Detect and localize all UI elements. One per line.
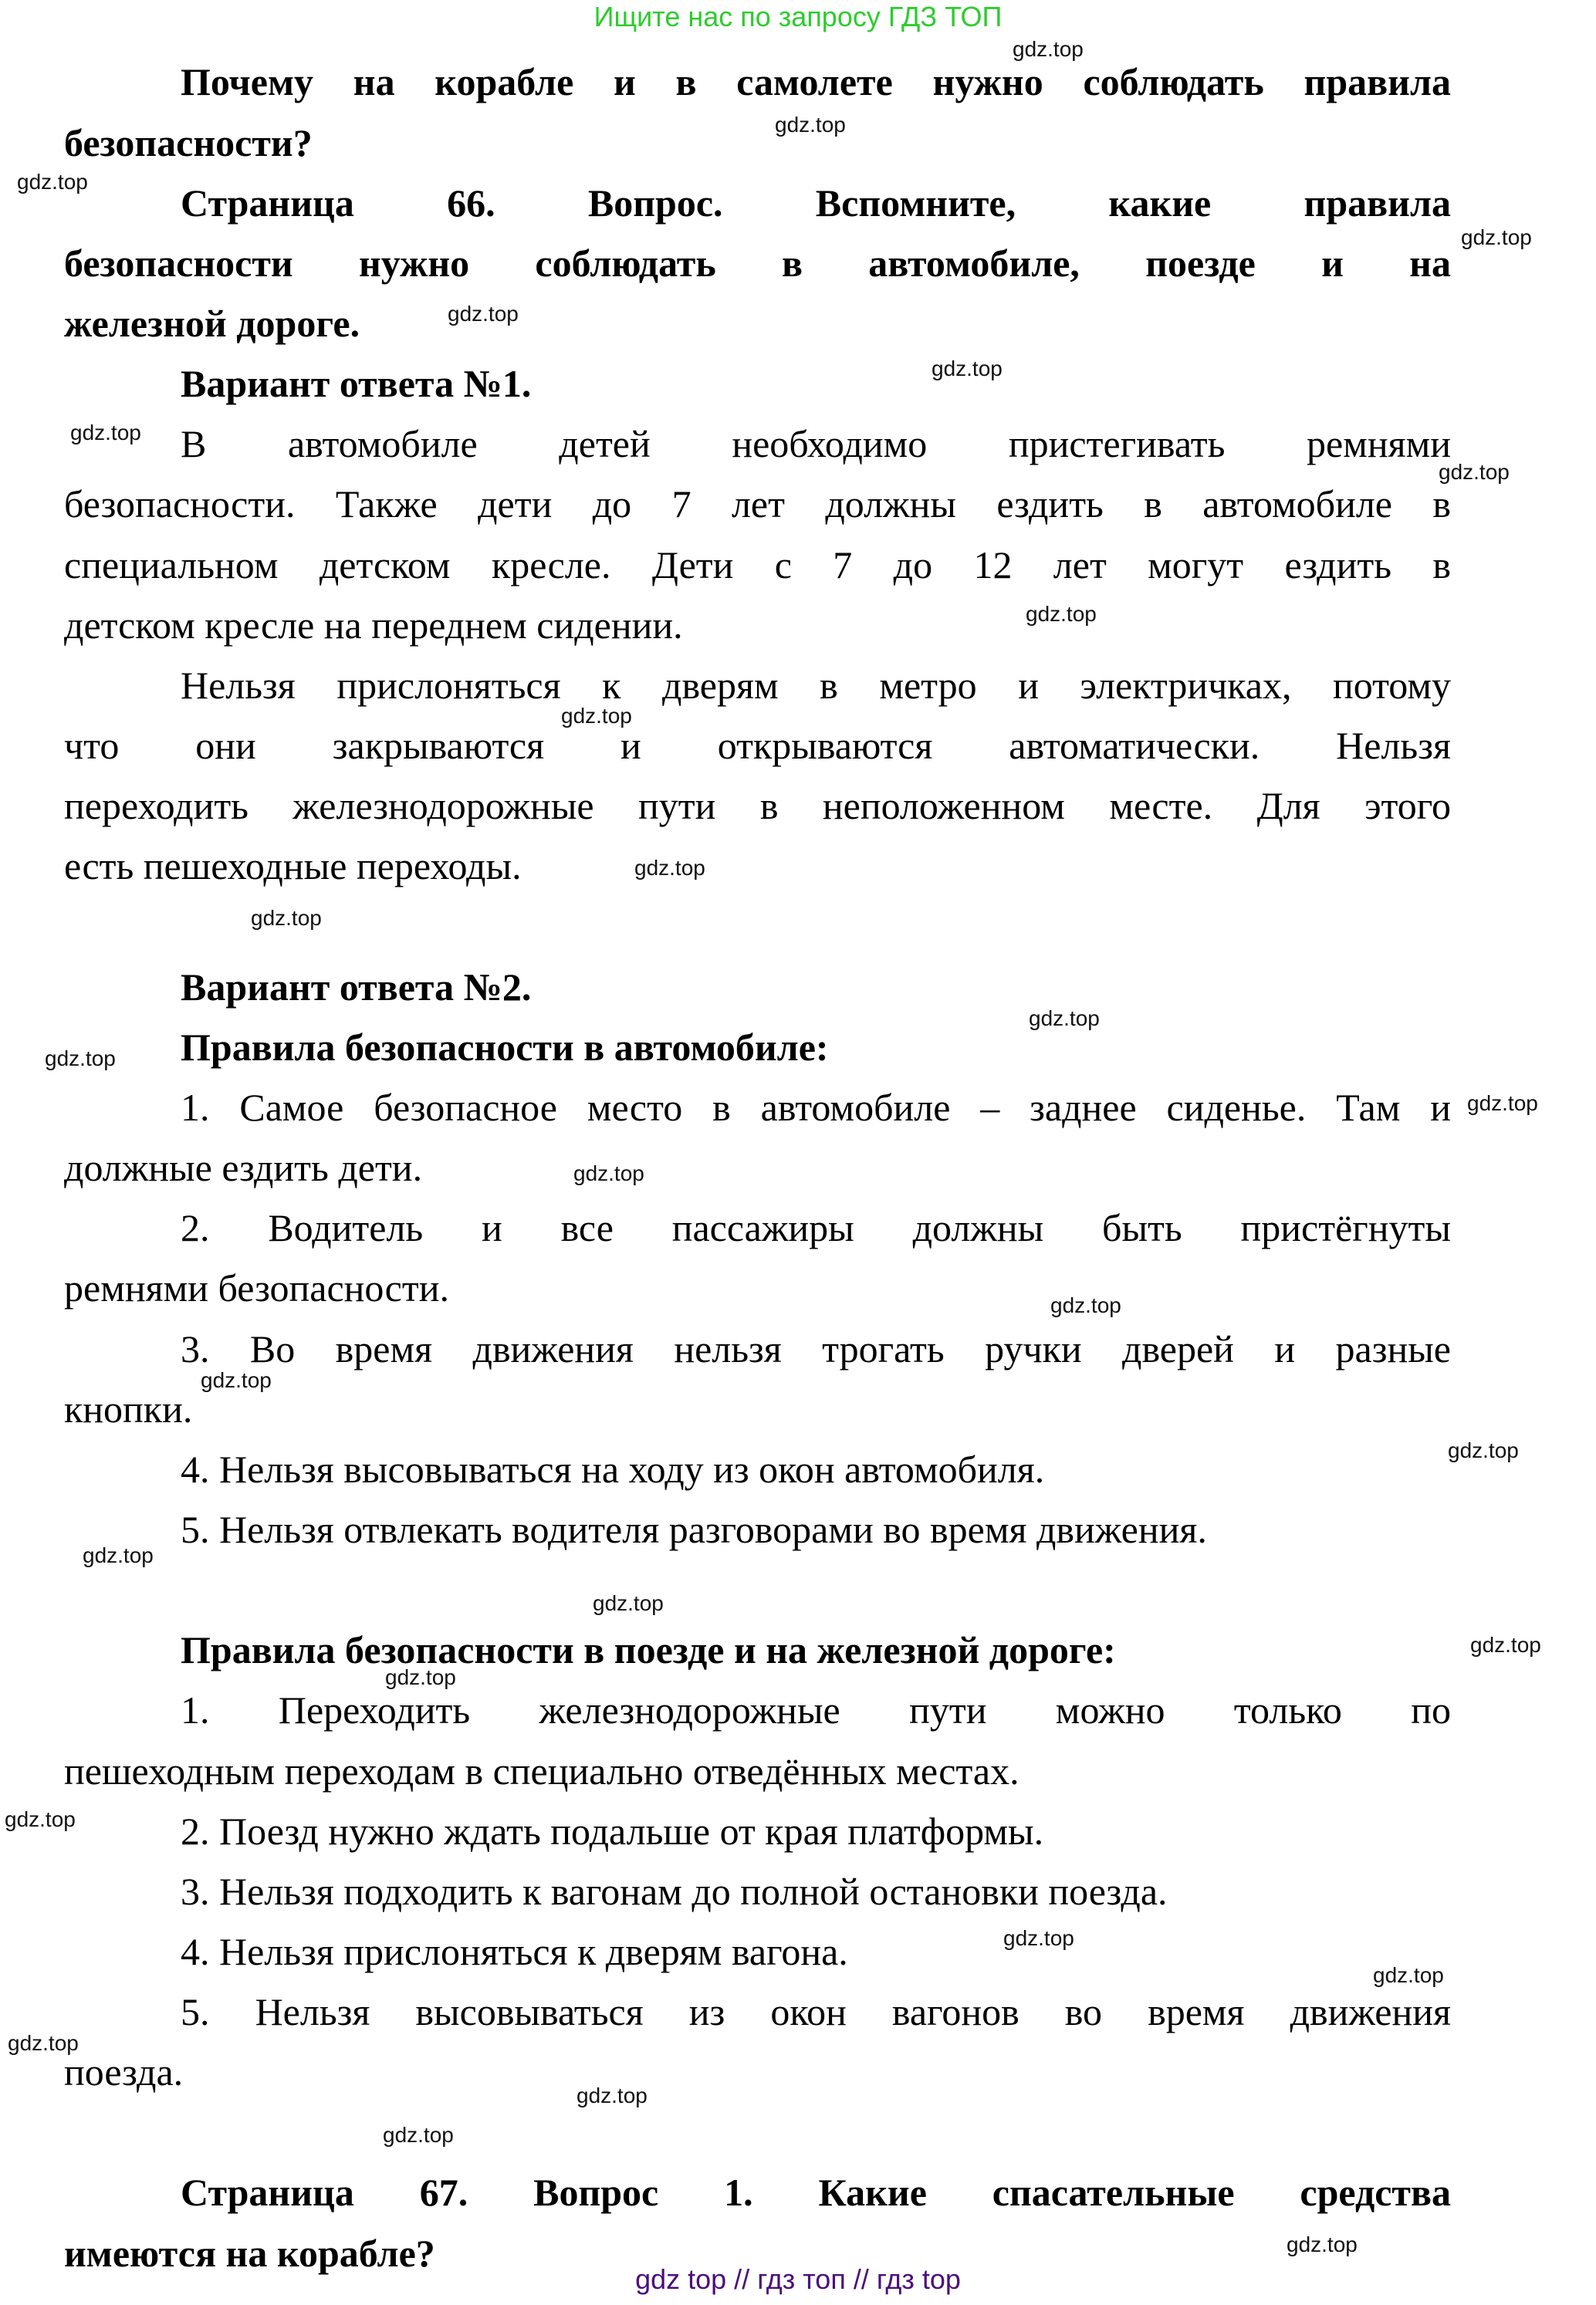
heading-line: Почему на корабле и в самолете нужно соблюдать правила bbox=[181, 60, 1451, 103]
text-line: детском кресле на переднем сидении. bbox=[64, 603, 683, 647]
heading-line: Вариант ответа №2. bbox=[181, 965, 532, 1009]
watermark: gdz.top bbox=[1448, 1438, 1519, 1462]
text-line: должные ездить дети. bbox=[64, 1146, 423, 1189]
text-line: 5. Нельзя отвлекать водителя разговорами во время движения. bbox=[181, 1508, 1207, 1551]
text-line: ремнями безопасности. bbox=[64, 1266, 449, 1310]
heading-line: Страница 67. Вопрос 1. Какие спасательные средства bbox=[181, 2171, 1451, 2214]
watermark: gdz.top bbox=[561, 704, 632, 728]
text-line: пешеходным переходам в специально отведённых местах. bbox=[64, 1749, 1019, 1793]
heading-line: Вариант ответа №1. bbox=[181, 362, 532, 405]
watermark: gdz.top bbox=[45, 1046, 116, 1070]
watermark: gdz.top bbox=[83, 1543, 154, 1567]
watermark: gdz.top bbox=[577, 2084, 648, 2107]
text-line: 2. Водитель и все пассажиры должны быть пристёгнуты bbox=[181, 1206, 1451, 1249]
watermark: gdz.top bbox=[775, 113, 846, 137]
text-line: 5. Нельзя высовываться из окон вагонов во время движения bbox=[181, 1990, 1451, 2033]
heading-line: Страница 66. Вопрос. Вспомните, какие правила bbox=[181, 181, 1451, 225]
text-line: переходить железнодорожные пути в неположенном месте. Для этого bbox=[64, 784, 1451, 827]
watermark: gdz.top bbox=[201, 1368, 272, 1392]
watermark: gdz.top bbox=[385, 1665, 456, 1689]
heading-line: безопасности? bbox=[64, 121, 313, 164]
watermark: gdz.top bbox=[1026, 602, 1097, 626]
watermark: gdz.top bbox=[8, 2031, 79, 2055]
heading-line: Правила безопасности в автомобиле: bbox=[181, 1026, 829, 1069]
text-line: поезда. bbox=[64, 2050, 184, 2094]
watermark: gdz.top bbox=[17, 170, 88, 194]
text-line: 1. Самое безопасное место в автомобиле – заднее сиденье. Там и bbox=[181, 1086, 1451, 1129]
watermark: gdz.top bbox=[593, 1591, 664, 1615]
footer-links[interactable]: gdz top // гдз топ // гдз top bbox=[635, 2263, 961, 2295]
watermark: gdz.top bbox=[70, 421, 141, 444]
watermark: gdz.top bbox=[634, 856, 705, 880]
text-line: специальном детском кресле. Дети с 7 до 12 лет могут ездить в bbox=[64, 543, 1451, 586]
heading-line: имеются на корабле? bbox=[64, 2232, 435, 2275]
watermark: gdz.top bbox=[5, 1807, 76, 1831]
text-line: 2. Поезд нужно ждать подальше от края платформы. bbox=[181, 1810, 1044, 1853]
watermark: gdz.top bbox=[448, 302, 519, 326]
heading-line: железной дороге. bbox=[64, 302, 360, 345]
text-line: что они закрываются и открываются автоматически. Нельзя bbox=[64, 724, 1451, 767]
watermark: gdz.top bbox=[932, 357, 1003, 380]
text-line: есть пешеходные переходы. bbox=[64, 844, 522, 887]
watermark: gdz.top bbox=[1013, 37, 1084, 61]
text-line: 3. Нельзя подходить к вагонам до полной остановки поезда. bbox=[181, 1870, 1168, 1913]
watermark: gdz.top bbox=[383, 2123, 454, 2147]
search-banner[interactable]: Ищите нас по запросу ГДЗ ТОП bbox=[593, 1, 1003, 32]
text-line: кнопки. bbox=[64, 1387, 193, 1431]
watermark: gdz.top bbox=[1003, 1926, 1074, 1950]
watermark: gdz.top bbox=[1029, 1006, 1100, 1030]
watermark: gdz.top bbox=[1373, 1963, 1444, 1987]
watermark: gdz.top bbox=[1050, 1293, 1121, 1317]
watermark: gdz.top bbox=[1470, 1633, 1541, 1657]
watermark: gdz.top bbox=[1287, 2232, 1358, 2256]
text-line: 1. Переходить железнодорожные пути можно только по bbox=[181, 1688, 1451, 1732]
watermark: gdz.top bbox=[1439, 460, 1510, 484]
watermark: gdz.top bbox=[1461, 225, 1532, 249]
text-line: безопасности. Также дети до 7 лет должны ездить в автомобиле в bbox=[64, 482, 1451, 526]
watermark: gdz.top bbox=[251, 906, 322, 930]
watermark: gdz.top bbox=[573, 1161, 644, 1185]
text-line: В автомобиле детей необходимо пристегивать ремнями bbox=[181, 422, 1451, 465]
text-line: 4. Нельзя высовываться на ходу из окон автомобиля. bbox=[181, 1448, 1045, 1491]
text-line: 3. Во время движения нельзя трогать ручки дверей и разные bbox=[181, 1327, 1451, 1370]
heading-line: Правила безопасности в поезде и на железной дороге: bbox=[181, 1628, 1116, 1671]
text-line: Нельзя прислоняться к дверям в метро и электричках, потому bbox=[181, 664, 1451, 707]
heading-line: безопасности нужно соблюдать в автомобиле, поезде и на bbox=[64, 242, 1451, 285]
text-line: 4. Нельзя прислоняться к дверям вагона. bbox=[181, 1930, 848, 1973]
watermark: gdz.top bbox=[1467, 1091, 1538, 1115]
